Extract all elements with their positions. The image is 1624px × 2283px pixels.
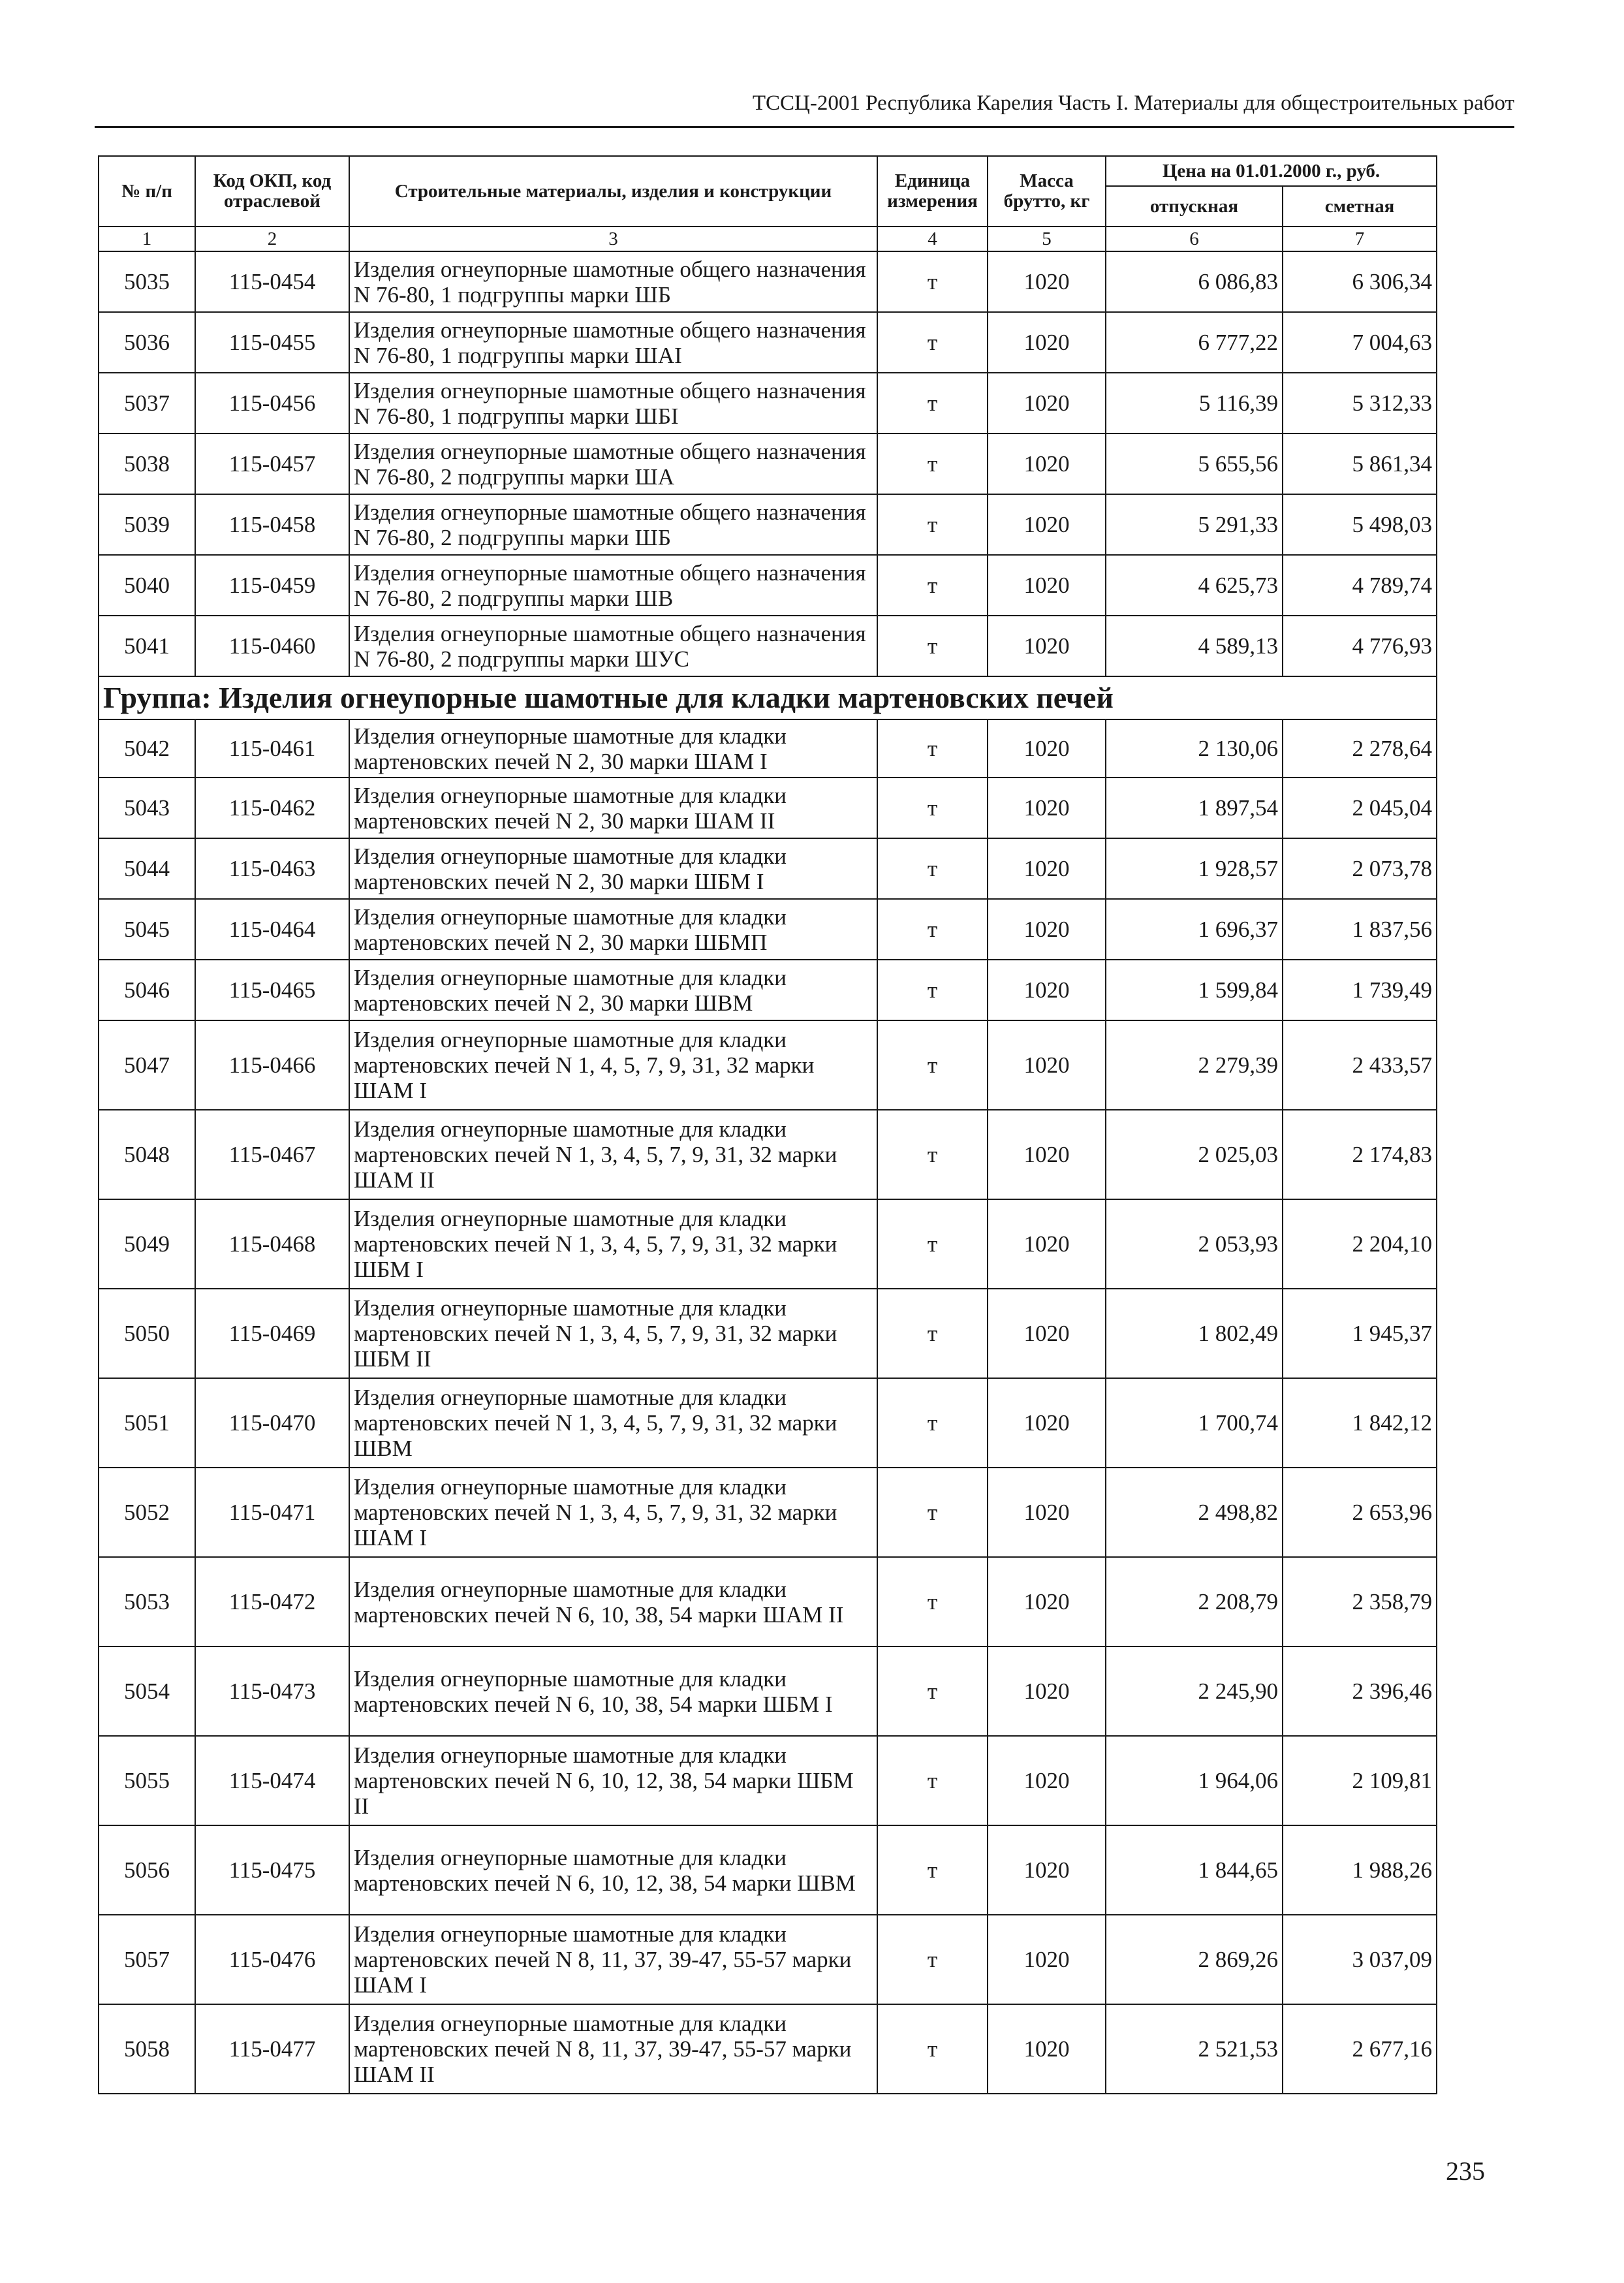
unit-of-measure: т [877, 899, 988, 960]
unit-of-measure: т [877, 1468, 988, 1557]
table-row [99, 616, 1437, 676]
col-header-code: Код ОКП, код отраслевой [195, 156, 349, 227]
estimate-price: 2 278,64 [1283, 719, 1437, 778]
estimate-price: 5 861,34 [1283, 433, 1437, 494]
table-row [99, 719, 1437, 778]
unit-of-measure: т [877, 1110, 988, 1199]
estimate-price: 6 306,34 [1283, 251, 1437, 312]
unit-of-measure: т [877, 1825, 988, 1915]
release-price: 2 279,39 [1106, 1020, 1283, 1110]
col-header-price-group: Цена на 01.01.2000 г., руб. [1106, 156, 1437, 186]
release-price: 2 130,06 [1106, 719, 1283, 778]
row-number: 5043 [99, 778, 195, 838]
unit-of-measure: т [877, 838, 988, 899]
release-price: 2 869,26 [1106, 1915, 1283, 2004]
table-row [99, 1378, 1437, 1468]
row-number: 5044 [99, 838, 195, 899]
unit-of-measure: т [877, 1646, 988, 1736]
okp-code: 115-0455 [195, 312, 349, 373]
unit-of-measure: т [877, 1557, 988, 1646]
gross-mass: 1020 [988, 1557, 1106, 1646]
row-number: 5052 [99, 1468, 195, 1557]
unit-of-measure: т [877, 555, 988, 616]
estimate-price: 5 498,03 [1283, 494, 1437, 555]
column-number: 2 [195, 227, 349, 251]
row-number: 5035 [99, 251, 195, 312]
gross-mass: 1020 [988, 1915, 1106, 2004]
estimate-price: 2 204,10 [1283, 1199, 1437, 1289]
okp-code: 115-0464 [195, 899, 349, 960]
material-name: Изделия огнеупорные шамотные для кладки мартеновских печей N 2, 30 марки ШБМ I [349, 838, 877, 899]
okp-code: 115-0473 [195, 1646, 349, 1736]
estimate-price: 1 842,12 [1283, 1378, 1437, 1468]
release-price: 4 589,13 [1106, 616, 1283, 676]
unit-of-measure: т [877, 251, 988, 312]
row-number: 5049 [99, 1199, 195, 1289]
row-number: 5053 [99, 1557, 195, 1646]
material-name: Изделия огнеупорные шамотные общего назначения N 76-80, 1 подгруппы марки ШБI [349, 373, 877, 433]
okp-code: 115-0461 [195, 719, 349, 778]
table-row [99, 373, 1437, 433]
row-number: 5036 [99, 312, 195, 373]
row-number: 5050 [99, 1289, 195, 1378]
unit-of-measure: т [877, 494, 988, 555]
okp-code: 115-0465 [195, 960, 349, 1020]
okp-code: 115-0477 [195, 2004, 349, 2094]
group-heading-row [99, 676, 1437, 719]
material-name: Изделия огнеупорные шамотные общего назначения N 76-80, 2 подгруппы марки ШБ [349, 494, 877, 555]
okp-code: 115-0470 [195, 1378, 349, 1468]
estimate-price: 2 045,04 [1283, 778, 1437, 838]
estimate-price: 1 837,56 [1283, 899, 1437, 960]
gross-mass: 1020 [988, 1289, 1106, 1378]
col-header-num: № п/п [99, 156, 195, 227]
col-header-mass: Масса брутто, кг [988, 156, 1106, 227]
column-number: 7 [1283, 227, 1437, 251]
gross-mass: 1020 [988, 1378, 1106, 1468]
release-price: 1 928,57 [1106, 838, 1283, 899]
gross-mass: 1020 [988, 960, 1106, 1020]
header-divider [95, 126, 1514, 128]
estimate-price: 2 358,79 [1283, 1557, 1437, 1646]
unit-of-measure: т [877, 1289, 988, 1378]
table-group-section [99, 676, 1437, 719]
gross-mass: 1020 [988, 1736, 1106, 1825]
material-name: Изделия огнеупорные шамотные общего назначения N 76-80, 1 подгруппы марки ШБ [349, 251, 877, 312]
table-body-general [99, 251, 1437, 676]
gross-mass: 1020 [988, 555, 1106, 616]
material-name: Изделия огнеупорные шамотные для кладки мартеновских печей N 8, 11, 37, 39-47, 55-57 марки ШАМ II [349, 2004, 877, 2094]
release-price: 2 245,90 [1106, 1646, 1283, 1736]
unit-of-measure: т [877, 433, 988, 494]
gross-mass: 1020 [988, 1468, 1106, 1557]
unit-of-measure: т [877, 1736, 988, 1825]
table-row [99, 960, 1437, 1020]
gross-mass: 1020 [988, 373, 1106, 433]
table-row [99, 1915, 1437, 2004]
row-number: 5057 [99, 1915, 195, 2004]
okp-code: 115-0462 [195, 778, 349, 838]
row-number: 5045 [99, 899, 195, 960]
gross-mass: 1020 [988, 1110, 1106, 1199]
column-number-row [99, 227, 1437, 251]
unit-of-measure: т [877, 1199, 988, 1289]
table-row [99, 312, 1437, 373]
table-row [99, 433, 1437, 494]
column-number: 6 [1106, 227, 1283, 251]
estimate-price: 2 174,83 [1283, 1110, 1437, 1199]
okp-code: 115-0457 [195, 433, 349, 494]
estimate-price: 1 945,37 [1283, 1289, 1437, 1378]
okp-code: 115-0471 [195, 1468, 349, 1557]
okp-code: 115-0472 [195, 1557, 349, 1646]
row-number: 5041 [99, 616, 195, 676]
table-row [99, 899, 1437, 960]
estimate-price: 7 004,63 [1283, 312, 1437, 373]
release-price: 2 025,03 [1106, 1110, 1283, 1199]
table-row [99, 2004, 1437, 2094]
row-number: 5055 [99, 1736, 195, 1825]
table-row [99, 1289, 1437, 1378]
table-row [99, 1199, 1437, 1289]
material-name: Изделия огнеупорные шамотные для кладки мартеновских печей N 6, 10, 12, 38, 54 марки ШВМ [349, 1825, 877, 1915]
row-number: 5054 [99, 1646, 195, 1736]
estimate-price: 2 396,46 [1283, 1646, 1437, 1736]
estimate-price: 2 653,96 [1283, 1468, 1437, 1557]
gross-mass: 1020 [988, 719, 1106, 778]
header-row-top [99, 156, 1437, 186]
release-price: 2 498,82 [1106, 1468, 1283, 1557]
unit-of-measure: т [877, 719, 988, 778]
okp-code: 115-0456 [195, 373, 349, 433]
col-header-name: Строительные материалы, изделия и конструкции [349, 156, 877, 227]
release-price: 5 655,56 [1106, 433, 1283, 494]
okp-code: 115-0466 [195, 1020, 349, 1110]
estimate-price: 2 073,78 [1283, 838, 1437, 899]
unit-of-measure: т [877, 1915, 988, 2004]
release-price: 4 625,73 [1106, 555, 1283, 616]
unit-of-measure: т [877, 373, 988, 433]
gross-mass: 1020 [988, 312, 1106, 373]
okp-code: 115-0474 [195, 1736, 349, 1825]
row-number: 5058 [99, 2004, 195, 2094]
okp-code: 115-0467 [195, 1110, 349, 1199]
okp-code: 115-0460 [195, 616, 349, 676]
okp-code: 115-0454 [195, 251, 349, 312]
estimate-price: 2 677,16 [1283, 2004, 1437, 2094]
estimate-price: 1 988,26 [1283, 1825, 1437, 1915]
gross-mass: 1020 [988, 1825, 1106, 1915]
row-number: 5038 [99, 433, 195, 494]
group-title: Группа: Изделия огнеупорные шамотные для кладки мартеновских печей [99, 676, 1437, 719]
release-price: 1 696,37 [1106, 899, 1283, 960]
table-row [99, 251, 1437, 312]
document-header-title: ТССЦ-2001 Республика Карелия Часть I. Материалы для общестроительных работ [752, 91, 1514, 115]
release-price: 2 208,79 [1106, 1557, 1283, 1646]
estimate-price: 4 776,93 [1283, 616, 1437, 676]
table-row [99, 1557, 1437, 1646]
estimate-price: 2 433,57 [1283, 1020, 1437, 1110]
unit-of-measure: т [877, 616, 988, 676]
okp-code: 115-0459 [195, 555, 349, 616]
okp-code: 115-0476 [195, 1915, 349, 2004]
material-name: Изделия огнеупорные шамотные для кладки мартеновских печей N 1, 4, 5, 7, 9, 31, 32 марки ШАМ I [349, 1020, 877, 1110]
material-name: Изделия огнеупорные шамотные для кладки мартеновских печей N 6, 10, 38, 54 марки ШБМ I [349, 1646, 877, 1736]
row-number: 5048 [99, 1110, 195, 1199]
table-row [99, 1110, 1437, 1199]
gross-mass: 1020 [988, 433, 1106, 494]
material-name: Изделия огнеупорные шамотные для кладки мартеновских печей N 1, 3, 4, 5, 7, 9, 31, 32 марки ШАМ I [349, 1468, 877, 1557]
gross-mass: 1020 [988, 494, 1106, 555]
row-number: 5046 [99, 960, 195, 1020]
unit-of-measure: т [877, 1020, 988, 1110]
material-name: Изделия огнеупорные шамотные для кладки мартеновских печей N 6, 10, 38, 54 марки ШАМ II [349, 1557, 877, 1646]
release-price: 1 964,06 [1106, 1736, 1283, 1825]
gross-mass: 1020 [988, 2004, 1106, 2094]
okp-code: 115-0468 [195, 1199, 349, 1289]
release-price: 1 700,74 [1106, 1378, 1283, 1468]
unit-of-measure: т [877, 1378, 988, 1468]
material-name: Изделия огнеупорные шамотные для кладки мартеновских печей N 2, 30 марки ШБМП [349, 899, 877, 960]
unit-of-measure: т [877, 778, 988, 838]
row-number: 5037 [99, 373, 195, 433]
unit-of-measure: т [877, 2004, 988, 2094]
gross-mass: 1020 [988, 899, 1106, 960]
row-number: 5051 [99, 1378, 195, 1468]
estimate-price: 1 739,49 [1283, 960, 1437, 1020]
gross-mass: 1020 [988, 1020, 1106, 1110]
material-name: Изделия огнеупорные шамотные для кладки мартеновских печей N 2, 30 марки ШАМ I [349, 719, 877, 778]
gross-mass: 1020 [988, 251, 1106, 312]
table-row [99, 1020, 1437, 1110]
row-number: 5047 [99, 1020, 195, 1110]
release-price: 6 777,22 [1106, 312, 1283, 373]
gross-mass: 1020 [988, 1646, 1106, 1736]
material-name: Изделия огнеупорные шамотные для кладки мартеновских печей N 1, 3, 4, 5, 7, 9, 31, 32 марки ШБМ II [349, 1289, 877, 1378]
unit-of-measure: т [877, 960, 988, 1020]
row-number: 5056 [99, 1825, 195, 1915]
column-number: 1 [99, 227, 195, 251]
table-row [99, 778, 1437, 838]
column-number: 3 [349, 227, 877, 251]
column-number: 5 [988, 227, 1106, 251]
material-name: Изделия огнеупорные шамотные общего назначения N 76-80, 2 подгруппы марки ШУС [349, 616, 877, 676]
gross-mass: 1020 [988, 838, 1106, 899]
table-row [99, 1825, 1437, 1915]
release-price: 1 802,49 [1106, 1289, 1283, 1378]
column-number: 4 [877, 227, 988, 251]
release-price: 1 599,84 [1106, 960, 1283, 1020]
page-number: 235 [1446, 2156, 1485, 2186]
release-price: 1 844,65 [1106, 1825, 1283, 1915]
estimate-price: 3 037,09 [1283, 1915, 1437, 2004]
material-name: Изделия огнеупорные шамотные для кладки мартеновских печей N 2, 30 марки ШАМ II [349, 778, 877, 838]
material-name: Изделия огнеупорные шамотные для кладки мартеновских печей N 8, 11, 37, 39-47, 55-57 марки ШАМ I [349, 1915, 877, 2004]
okp-code: 115-0458 [195, 494, 349, 555]
okp-code: 115-0475 [195, 1825, 349, 1915]
material-name: Изделия огнеупорные шамотные общего назначения N 76-80, 2 подгруппы марки ШВ [349, 555, 877, 616]
gross-mass: 1020 [988, 1199, 1106, 1289]
release-price: 5 116,39 [1106, 373, 1283, 433]
row-number: 5039 [99, 494, 195, 555]
table-row [99, 1646, 1437, 1736]
table-row [99, 1468, 1437, 1557]
material-name: Изделия огнеупорные шамотные для кладки мартеновских печей N 1, 3, 4, 5, 7, 9, 31, 32 марки ШАМ II [349, 1110, 877, 1199]
col-header-unit: Единица измерения [877, 156, 988, 227]
table-row [99, 1736, 1437, 1825]
estimate-price: 2 109,81 [1283, 1736, 1437, 1825]
material-name: Изделия огнеупорные шамотные общего назначения N 76-80, 2 подгруппы марки ША [349, 433, 877, 494]
material-name: Изделия огнеупорные шамотные общего назначения N 76-80, 1 подгруппы марки ШАI [349, 312, 877, 373]
row-number: 5042 [99, 719, 195, 778]
table-row [99, 555, 1437, 616]
release-price: 5 291,33 [1106, 494, 1283, 555]
gross-mass: 1020 [988, 778, 1106, 838]
material-name: Изделия огнеупорные шамотные для кладки мартеновских печей N 1, 3, 4, 5, 7, 9, 31, 32 марки ШВМ [349, 1378, 877, 1468]
material-name: Изделия огнеупорные шамотные для кладки мартеновских печей N 6, 10, 12, 38, 54 марки ШБМ II [349, 1736, 877, 1825]
release-price: 1 897,54 [1106, 778, 1283, 838]
release-price: 6 086,83 [1106, 251, 1283, 312]
table-row [99, 494, 1437, 555]
gross-mass: 1020 [988, 616, 1106, 676]
estimate-price: 4 789,74 [1283, 555, 1437, 616]
okp-code: 115-0469 [195, 1289, 349, 1378]
table-row [99, 838, 1437, 899]
price-table [98, 155, 1437, 2094]
okp-code: 115-0463 [195, 838, 349, 899]
material-name: Изделия огнеупорные шамотные для кладки мартеновских печей N 1, 3, 4, 5, 7, 9, 31, 32 марки ШБМ I [349, 1199, 877, 1289]
release-price: 2 053,93 [1106, 1199, 1283, 1289]
col-header-price-release: отпускная [1106, 186, 1283, 227]
material-name: Изделия огнеупорные шамотные для кладки мартеновских печей N 2, 30 марки ШВМ [349, 960, 877, 1020]
table-body-open-hearth [99, 719, 1437, 2094]
estimate-price: 5 312,33 [1283, 373, 1437, 433]
row-number: 5040 [99, 555, 195, 616]
release-price: 2 521,53 [1106, 2004, 1283, 2094]
col-header-price-estimate: сметная [1283, 186, 1437, 227]
unit-of-measure: т [877, 312, 988, 373]
